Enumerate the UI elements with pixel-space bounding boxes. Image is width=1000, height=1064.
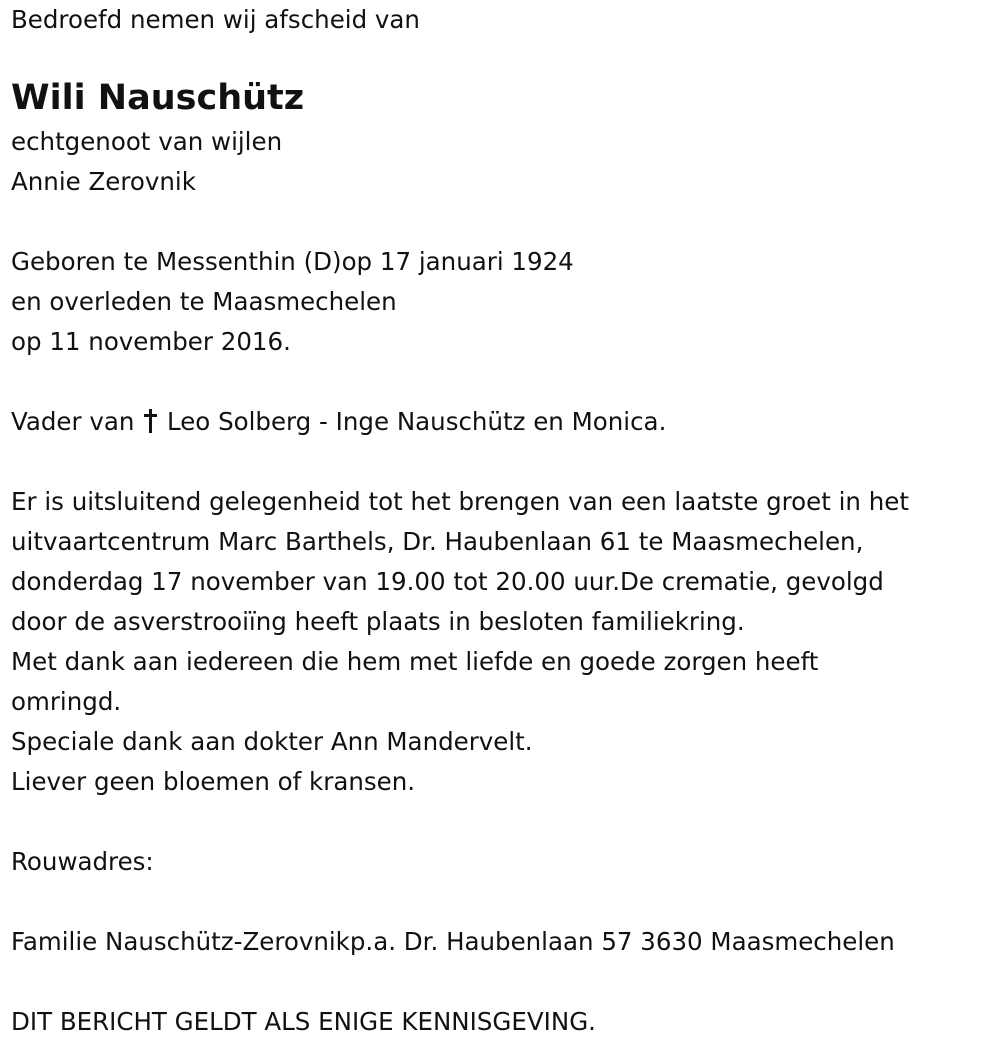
body-line: Er is uitsluitend gelegenheid tot het brengen van een laatste groet in het xyxy=(11,487,909,516)
obituary-notice xyxy=(11,0,996,1042)
body-line: Speciale dank aan dokter Ann Mandervelt. xyxy=(11,727,533,756)
children-names: Leo Solberg - Inge Nauschütz en Monica. xyxy=(167,407,667,436)
body-line: omringd. xyxy=(11,687,122,716)
children-prefix: Vader van xyxy=(11,407,135,436)
body-line: door de asverstrooiïng heeft plaats in besloten familiekring. xyxy=(11,607,745,636)
birth-line: Geboren te Messenthin (D)op 17 januari 1924 xyxy=(11,247,574,276)
spacer xyxy=(11,442,996,482)
spacer xyxy=(11,362,996,402)
body-line: uitvaartcentrum Marc Barthels, Dr. Haubenlaan 61 te Maasmechelen, xyxy=(11,527,864,556)
spouse-line: echtgenoot van wijlen xyxy=(11,127,283,156)
closing-notice: DIT BERICHT GELDT ALS ENIGE KENNISGEVING. xyxy=(11,1007,596,1036)
spacer xyxy=(11,882,996,922)
latin-cross-icon xyxy=(144,409,157,433)
children-line xyxy=(11,402,996,442)
spouse-block xyxy=(11,122,996,202)
body-block xyxy=(11,482,996,802)
spacer xyxy=(11,202,996,242)
death-date-line: op 11 november 2016. xyxy=(11,327,291,356)
body-line: Liever geen bloemen of kransen. xyxy=(11,767,416,796)
birth-death-block xyxy=(11,242,996,362)
intro-text: Bedroefd nemen wij afscheid van xyxy=(11,5,420,34)
death-place-line: en overleden te Maasmechelen xyxy=(11,287,397,316)
address-label: Rouwadres: xyxy=(11,847,154,876)
deceased-name: Wili Nauschütz xyxy=(11,78,305,118)
spacer xyxy=(11,802,996,842)
body-line: donderdag 17 november van 19.00 tot 20.00 uur.De crematie, gevolgd xyxy=(11,567,884,596)
address-line: Familie Nauschütz-Zerovnikp.a. Dr. Haubenlaan 57 3630 Maasmechelen xyxy=(11,927,895,956)
body-line: Met dank aan iedereen die hem met liefde en goede zorgen heeft xyxy=(11,647,819,676)
spouse-name: Annie Zerovnik xyxy=(11,167,196,196)
spacer xyxy=(11,962,996,1002)
